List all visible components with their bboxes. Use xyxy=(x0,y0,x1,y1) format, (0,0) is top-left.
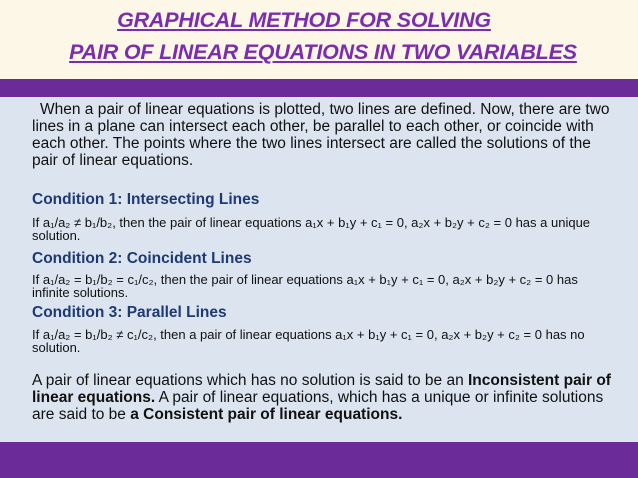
inconsistent-term: Inconsistent pair of linear equations. xyxy=(32,372,611,406)
top-accent-bar xyxy=(0,79,638,97)
bottom-accent-bar xyxy=(0,442,638,478)
intro-paragraph: When a pair of linear equations is plotted, two lines are defined. Now, there are two lines in a plane can intersect each other, be parallel to each other, or coincide with each other. The points where the two lines intersect are called the solutions of the pair of linear equations. xyxy=(32,101,610,169)
slide-title-line-2: PAIR OF LINEAR EQUATIONS IN TWO VARIABLES xyxy=(69,40,577,64)
condition-1-heading: Condition 1: Intersecting Lines xyxy=(32,191,260,208)
title-area xyxy=(0,0,638,78)
closing-text-1: A pair of linear equations which has no solution is said to be an xyxy=(32,372,468,389)
consistent-term: a Consistent pair of linear equations. xyxy=(130,406,403,423)
closing-paragraph xyxy=(32,372,616,423)
condition-2-body: If a₁/a₂ = b₁/b₂ = c₁/c₂, then the pair of linear equations a₁x + b₁y + c₁ = 0, a₂x + b₂y + c₂ = 0 has infinite solutions. xyxy=(32,272,578,300)
closing-text-2: A pair of linear equations, which has a unique or infinite solutions are said to be xyxy=(32,389,604,423)
condition-3-heading: Condition 3: Parallel Lines xyxy=(32,304,227,321)
condition-3-body: If a₁/a₂ = b₁/b₂ ≠ c₁/c₂, then a pair of linear equations a₁x + b₁y + c₁ = 0, a₂x + b₂y + c₂ = 0 has no solution. xyxy=(32,327,585,355)
slide-title-line-1: GRAPHICAL METHOD FOR SOLVING xyxy=(117,8,491,32)
condition-1-body: If a₁/a₂ ≠ b₁/b₂, then the pair of linear equations a₁x + b₁y + c₁ = 0, a₂x + b₂y + c₂ = 0 has a unique solution. xyxy=(32,215,591,243)
condition-2-heading: Condition 2: Coincident Lines xyxy=(32,250,252,267)
